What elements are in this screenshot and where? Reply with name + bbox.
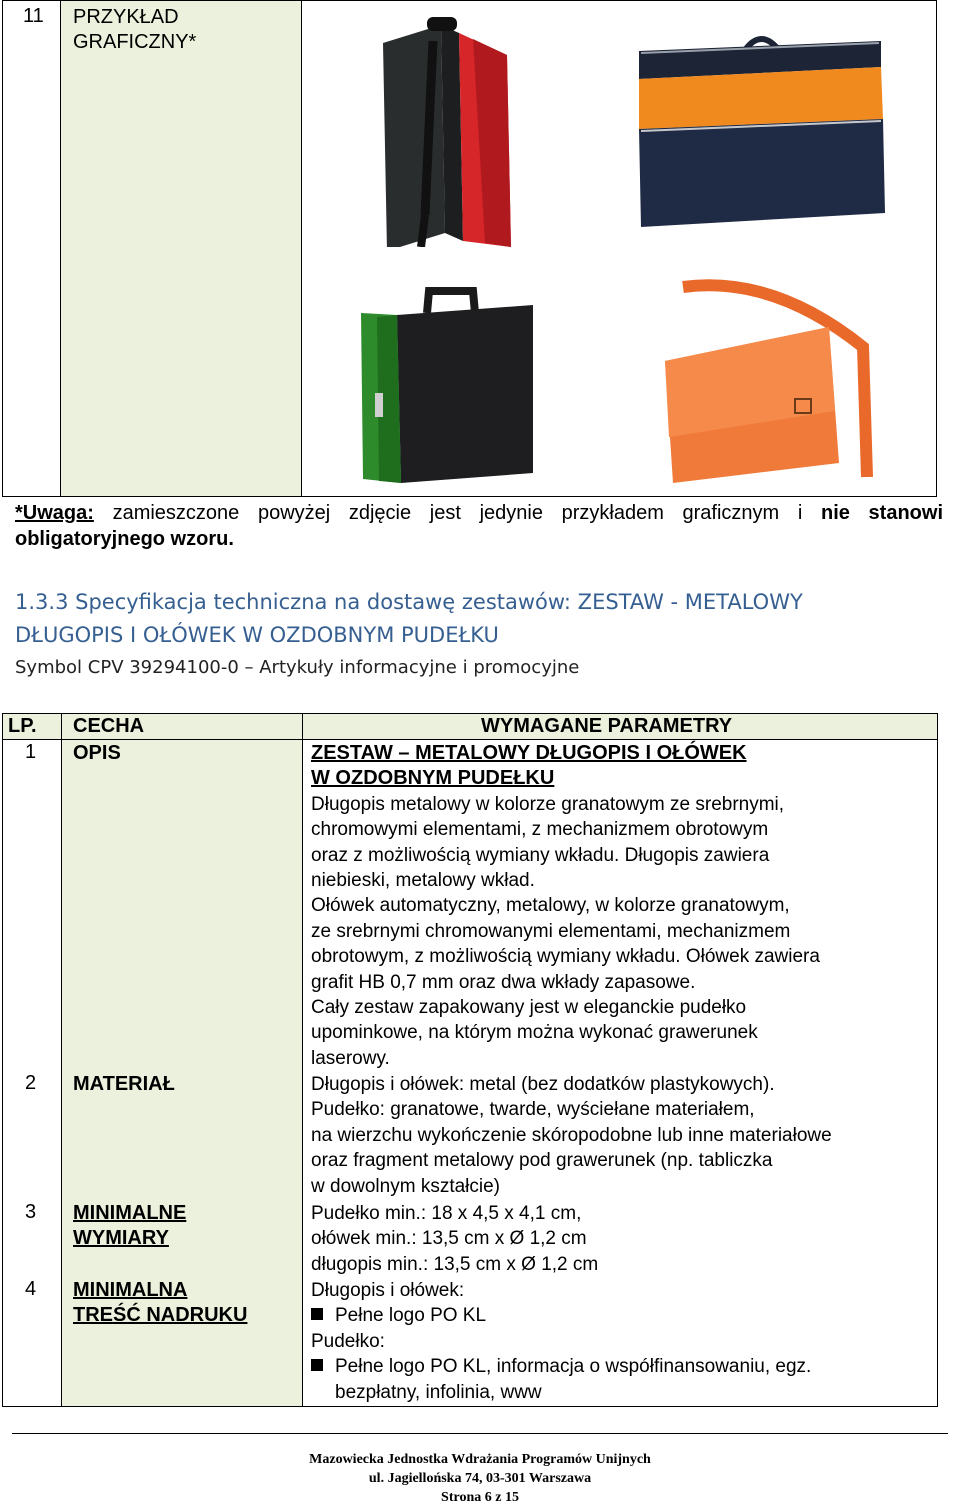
orange-messenger-bag-image (653, 277, 875, 487)
green-black-zip-case-image (357, 283, 539, 489)
text-line: niebieski, metalowy wkład. (311, 870, 535, 892)
row-params-dimensions (311, 1201, 923, 1277)
text-line: Ołówek automatyczny, metalowy, w kolorze granatowym, (311, 895, 790, 917)
label-line: MINIMALNE (73, 1202, 187, 1224)
text-line: oraz z możliwością wymiany wkładu. Długopis zawiera (311, 844, 770, 866)
text-line: obrotowym, z możliwością wymiany wkładu. Ołówek zawiera (311, 946, 820, 968)
black-red-briefcase-image (373, 15, 523, 247)
row-number: 3 (25, 1201, 37, 1223)
text-line: upominkowe, na którym można wykonać grawerunek (311, 1022, 758, 1044)
example-label (73, 5, 196, 55)
bullet-item: Pełne logo PO KL, informacja o współfinansowaniu, egz. (311, 1354, 931, 1379)
example-table (2, 0, 937, 497)
text-line: grafit HB 0,7 mm oraz dwa wkłady zapasowe. (311, 971, 696, 993)
subheading-pen-pencil: Długopis i ołówek: (311, 1280, 465, 1301)
note-text: zamieszczone powyżej zdjęcie jest jedynie przykładem graficznym i (93, 502, 821, 524)
text-line: ołówek min.: 13,5 cm x Ø 1,2 cm (311, 1228, 587, 1250)
row-label-opis: OPIS (73, 742, 121, 764)
subheading-box: Pudełko: (311, 1330, 385, 1352)
note-label: *Uwaga: (15, 502, 94, 524)
text-line: laserowy. (311, 1047, 390, 1069)
footer-page: Strona 6 z 15 (441, 1490, 519, 1505)
text-line: Długopis i ołówek: metal (bez dodatków plastykowych). (311, 1074, 775, 1095)
note-bold-text: nie stanowi obligatoryjnego wzoru. (15, 502, 943, 550)
product-title-line1: ZESTAW – METALOWY DŁUGOPIS I OŁÓWEK (311, 742, 747, 764)
example-label-line1: PRZYKŁAD (73, 6, 179, 28)
footer-org: Mazowiecka Jednostka Wdrażania Programów Unijnych (309, 1452, 651, 1467)
label-line: TREŚĆ NADRUKU (73, 1304, 248, 1326)
row-params-material (311, 1072, 923, 1199)
section-heading-line2: DŁUGOPIS I OŁÓWEK W OZDOBNYM PUDEŁKU (15, 623, 499, 647)
text-line: długopis min.: 13,5 cm x Ø 1,2 cm (311, 1253, 599, 1275)
row-label-dimensions (73, 1201, 186, 1251)
text-line: w dowolnym kształcie) (311, 1175, 500, 1197)
product-title-line2: W OZDOBNYM PUDEŁKU (311, 767, 555, 790)
cpv-symbol: Symbol CPV 39294100-0 – Artykuły informacyjne i promocyjne (15, 657, 580, 678)
text-line: na wierzchu wykończenie skóropodobne lub inne materiałowe (311, 1124, 832, 1146)
section-heading-line1: 1.3.3 Specyfikacja techniczna na dostawę zestawów: ZESTAW - METALOWY (15, 590, 803, 614)
example-number-cell (3, 1, 61, 496)
orange-navy-document-bag-image (631, 17, 891, 237)
header-feature: CECHA (73, 715, 145, 737)
header-params: WYMAGANE PARAMETRY (481, 715, 733, 737)
text-line: oraz fragment metalowy pod grawerunek (np. tabliczka (311, 1150, 773, 1172)
row-params-opis (311, 741, 923, 1071)
label-line: MINIMALNA (73, 1279, 188, 1301)
example-label-cell (61, 1, 302, 496)
bullet-continuation: bezpłatny, infolinia, www (335, 1381, 542, 1403)
row-number: 2 (25, 1072, 37, 1094)
example-number: 11 (23, 5, 44, 27)
text-line: Pudełko: granatowe, twarde, wyściełane materiałem, (311, 1099, 755, 1121)
bullet-square-icon (311, 1308, 323, 1320)
column-divider-1 (61, 714, 62, 1406)
text-line: ze srebrnymi chromowanymi elementami, mechanizmem (311, 920, 791, 942)
text-line: chromowymi elementami, z mechanizmem obrotowym (311, 819, 769, 841)
text-line: Pudełko min.: 18 x 4,5 x 4,1 cm, (311, 1203, 582, 1224)
example-label-line2: GRAFICZNY* (73, 31, 197, 53)
label-line: WYMIARY (73, 1227, 169, 1249)
text-line: Długopis metalowy w kolorze granatowym ze srebrnymi, (311, 793, 785, 815)
row-params-print (311, 1278, 931, 1405)
spec-table (2, 713, 938, 1407)
text-line: Cały zestaw zapakowany jest w eleganckie pudełko (311, 997, 747, 1019)
row-label-material: MATERIAŁ (73, 1073, 175, 1095)
header-lp: LP. (8, 715, 37, 737)
footer-rule (12, 1433, 948, 1434)
row-label-print (73, 1278, 247, 1328)
column-divider-2 (302, 714, 303, 1406)
disclaimer-note (15, 500, 943, 552)
row-number: 4 (25, 1278, 37, 1300)
row-number: 1 (25, 741, 37, 763)
footer-address: ul. Jagiellońska 74, 03-301 Warszawa (368, 1471, 592, 1486)
bullet-item: Pełne logo PO KL (311, 1303, 931, 1328)
bullet-square-icon (311, 1359, 323, 1371)
